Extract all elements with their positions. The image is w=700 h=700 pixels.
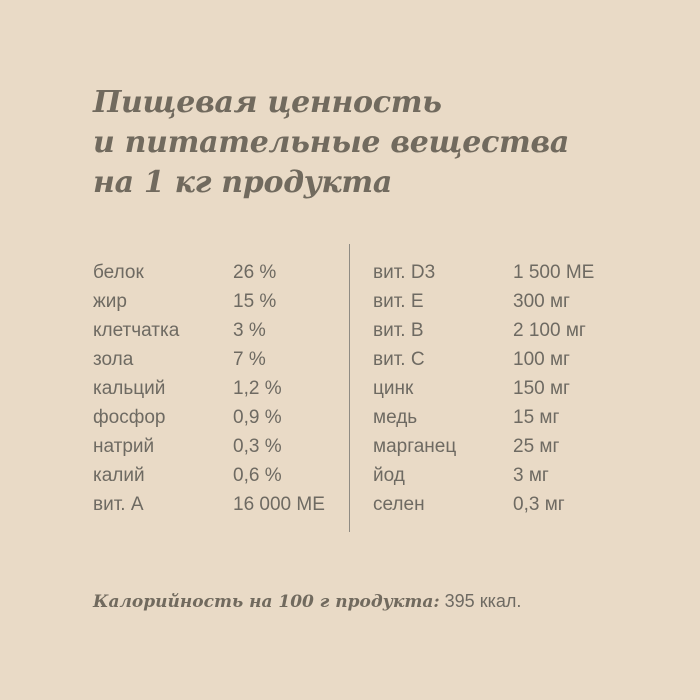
calories-label: Калорийность на 100 г продукта:: [93, 592, 440, 612]
nutrients-table: [93, 258, 613, 528]
nutrient-row: [373, 490, 613, 519]
nutrient-value: 15 мг: [513, 407, 560, 428]
nutrient-value: 300 мг: [513, 291, 570, 312]
nutrient-value: 26 %: [233, 262, 277, 283]
nutrient-value: 0,3 %: [233, 436, 282, 457]
nutrient-name: вит. А: [93, 494, 144, 515]
nutrient-name: селен: [373, 494, 425, 515]
title-line-1: Пищевая ценность: [93, 85, 442, 120]
page-title: [93, 83, 653, 203]
nutrient-value: 1,2 %: [233, 378, 282, 399]
nutrients-right-column: [373, 258, 613, 519]
calories-value: 395 ккал.: [444, 591, 522, 611]
nutrient-name: вит. В: [373, 320, 424, 341]
nutrient-name: жир: [93, 291, 127, 312]
nutrient-value: 0,3 мг: [513, 494, 565, 515]
nutrient-value: 2 100 мг: [513, 320, 586, 341]
nutrient-row: [93, 258, 343, 287]
nutrient-value: 25 мг: [513, 436, 560, 457]
nutrient-value: 150 мг: [513, 378, 570, 399]
nutrient-name: вит. D3: [373, 262, 436, 283]
nutrient-row: [373, 403, 613, 432]
nutrient-value: 0,6 %: [233, 465, 282, 486]
nutrient-name: вит. С: [373, 349, 425, 370]
nutrient-name: натрий: [93, 436, 155, 457]
nutrient-row: [373, 432, 613, 461]
nutrient-value: 1 500 МЕ: [513, 262, 595, 283]
nutrients-left-column: [93, 258, 343, 519]
nutrient-name: марганец: [373, 436, 457, 457]
nutrient-row: [93, 403, 343, 432]
nutrient-value: 15 %: [233, 291, 277, 312]
nutrient-name: белок: [93, 262, 144, 283]
nutrient-name: вит. Е: [373, 291, 424, 312]
title-line-2: и питательные вещества: [93, 125, 570, 160]
nutrient-name: цинк: [373, 378, 414, 399]
nutrient-row: [373, 287, 613, 316]
nutrient-row: [93, 316, 343, 345]
nutrient-value: 100 мг: [513, 349, 570, 370]
nutrient-name: фосфор: [93, 407, 166, 428]
nutrient-name: клетчатка: [93, 320, 180, 341]
nutrient-name: йод: [373, 465, 405, 486]
nutrient-row: [93, 345, 343, 374]
nutrient-value: 0,9 %: [233, 407, 282, 428]
nutrient-value: 3 мг: [513, 465, 549, 486]
title-line-3: на 1 кг продукта: [93, 165, 392, 200]
nutrient-row: [93, 287, 343, 316]
calories-line: [93, 588, 521, 615]
nutrient-row: [373, 345, 613, 374]
nutrient-value: 16 000 МЕ: [233, 494, 325, 515]
nutrient-row: [373, 374, 613, 403]
nutrient-value: 3 %: [233, 320, 266, 341]
nutrient-row: [93, 490, 343, 519]
nutrient-row: [373, 461, 613, 490]
nutrient-name: зола: [93, 349, 134, 370]
nutrient-row: [93, 461, 343, 490]
nutrient-row: [93, 432, 343, 461]
nutrient-value: 7 %: [233, 349, 266, 370]
nutrient-name: кальций: [93, 378, 166, 399]
nutrient-row: [373, 258, 613, 287]
column-divider: [349, 244, 350, 532]
nutrient-name: медь: [373, 407, 418, 428]
nutrient-row: [373, 316, 613, 345]
nutrient-name: калий: [93, 465, 145, 486]
nutrient-row: [93, 374, 343, 403]
